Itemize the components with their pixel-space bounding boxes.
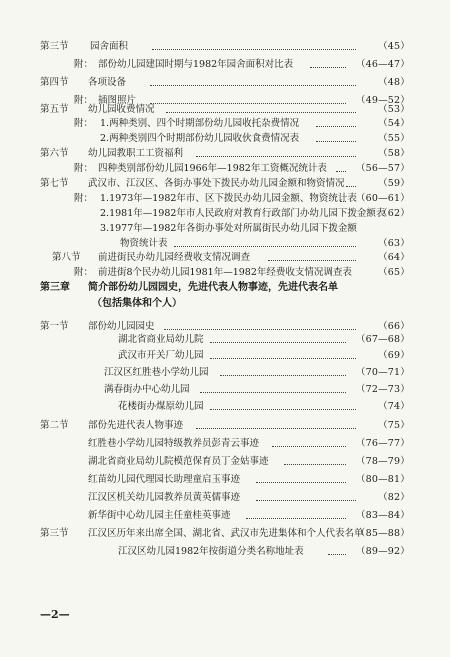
toc-entry <box>0 177 450 191</box>
toc-entry <box>0 132 450 146</box>
toc-title: 红苗幼儿园代理园长助理童启玉事迹 <box>88 474 241 485</box>
chapter-heading <box>0 281 450 295</box>
chapter-label: 第三章 <box>40 282 70 293</box>
toc-pages: （80—81） <box>355 474 410 485</box>
toc-entry <box>0 162 450 176</box>
toc-label: 附： <box>74 163 94 174</box>
toc-label: 第六节 <box>40 148 69 159</box>
toc-title: 园舍面积 <box>90 41 129 52</box>
dot-leader <box>166 112 356 113</box>
toc-entry <box>0 333 450 347</box>
toc-entry <box>0 527 450 541</box>
dot-leader <box>196 156 356 157</box>
toc-title: 武汉市开关厂幼儿园 <box>118 350 204 361</box>
toc-pages: （67—68） <box>355 334 410 345</box>
toc-title: 部份幼儿园建国时期与1982年园舍面积对比表 <box>98 59 294 70</box>
dot-leader <box>346 186 356 187</box>
dot-leader <box>210 409 356 410</box>
dot-leader <box>272 446 346 447</box>
toc-title: 满春街办中心幼儿园 <box>104 384 190 395</box>
toc-pages: （74） <box>378 401 410 412</box>
toc-label: 第三节 <box>40 528 69 539</box>
toc-entry <box>0 455 450 469</box>
toc-title: 部份先进代表人物事迹 <box>88 420 184 431</box>
toc-pages: （66） <box>378 321 410 332</box>
page-number: —2— <box>40 608 70 621</box>
toc-entry <box>0 383 450 397</box>
dot-leader <box>164 329 356 330</box>
toc-pages: （72—73） <box>355 384 410 395</box>
dot-leader <box>316 126 356 127</box>
toc-title: 幼儿园收费情况 <box>88 104 155 115</box>
dot-leader <box>196 428 356 429</box>
toc-title: 江汉区幼儿园1982年按街道分类名称地址表 <box>118 546 304 557</box>
toc-pages: （83—84） <box>355 510 410 521</box>
toc-pages: （45） <box>378 41 410 52</box>
dot-leader <box>200 392 346 393</box>
toc-pages: （63） <box>378 238 410 249</box>
toc-pages: （85—88） <box>355 528 410 539</box>
dot-leader <box>310 67 346 68</box>
chapter-title: 简介部份幼儿园园史，先进代表人物事迹，先进代表名单 <box>88 282 338 293</box>
dot-leader <box>316 141 356 142</box>
toc-label: 附： <box>74 59 94 70</box>
toc-label: 第五节 <box>40 104 69 115</box>
toc-pages: （69） <box>378 350 410 361</box>
toc-pages: （59） <box>378 178 410 189</box>
toc-pages: （55） <box>378 133 410 144</box>
toc-title: 前进街民办幼儿园经费收支情况调查 <box>98 252 251 263</box>
toc-entry <box>0 320 450 334</box>
toc-entry <box>0 266 450 280</box>
toc-title: 插图照片 <box>98 95 137 106</box>
toc-entry <box>0 437 450 451</box>
toc-title: 湖北省商业局幼儿院模范保育员丁金姑事迹 <box>88 456 269 467</box>
dot-leader <box>220 375 346 376</box>
dot-leader <box>284 464 346 465</box>
toc-entry <box>0 117 450 131</box>
toc-entry <box>0 147 450 161</box>
toc-title: 江汉区历年来出席全国、湖北省、武汉市先进集体和个人代表名单 <box>88 528 364 539</box>
toc-entry <box>0 58 450 72</box>
toc-label: 第二节 <box>40 420 69 431</box>
toc-pages: （56—57） <box>355 163 410 174</box>
toc-title: 江汉区机关幼儿园教养员黄英儒事迹 <box>88 492 241 503</box>
toc-pages: （89—92） <box>355 546 410 557</box>
dot-leader <box>268 260 356 261</box>
dot-leader <box>328 554 346 555</box>
toc-title: 1.1973年—1982年市、区下拨民办幼儿园金额、物资统计表 <box>100 193 357 204</box>
dot-leader <box>246 518 346 519</box>
toc-entry <box>0 237 450 251</box>
toc-pages: （48） <box>378 77 410 88</box>
toc-title: 物资统计表 <box>120 238 168 249</box>
toc-entry <box>0 400 450 414</box>
dot-leader <box>256 482 346 483</box>
chapter-subheading <box>0 297 450 311</box>
toc-title: 2.两种类别四个时期部份幼儿园收伙食费情况表 <box>100 133 300 144</box>
toc-label: 附： <box>74 95 94 106</box>
toc-label: 第四节 <box>40 77 69 88</box>
toc-entry <box>0 251 450 265</box>
dot-leader <box>336 171 346 172</box>
toc-label: 第八节 <box>52 252 81 263</box>
toc-entry <box>0 366 450 380</box>
toc-entry <box>0 76 450 90</box>
toc-entry <box>0 192 450 206</box>
toc-title: 红胜巷小学幼儿园特级教养员彭青云事迹 <box>88 438 260 449</box>
toc-pages: （62） <box>378 208 410 219</box>
dot-leader <box>340 201 346 202</box>
toc-entry <box>0 509 450 523</box>
toc-entry <box>0 40 450 54</box>
dot-leader <box>256 500 356 501</box>
toc-entry <box>0 103 450 117</box>
toc-title: 湖北省商业局幼儿院 <box>118 334 204 345</box>
toc-title: 前进街8个民办幼儿园1981年—1982年经费收支情况调查表 <box>98 267 352 278</box>
dot-leader <box>210 358 356 359</box>
toc-pages: （70—71） <box>355 367 410 378</box>
toc-title: 花楼街办煤原幼儿园 <box>118 401 204 412</box>
toc-title: 四种类别部份幼儿园1966年—1982年工资概况统计表 <box>98 163 327 174</box>
toc-pages: （49—52） <box>355 95 410 106</box>
toc-title: 2.1981年—1982年市人民政府对教育行政部门办幼儿园下拨金额表 <box>100 208 386 219</box>
toc-label: 第一节 <box>40 321 69 332</box>
toc-pages: （75） <box>378 420 410 431</box>
toc-label: 附： <box>74 118 94 129</box>
toc-pages: （64） <box>378 252 410 263</box>
toc-pages: （60—61） <box>355 193 410 204</box>
toc-entry <box>0 491 450 505</box>
toc-title: 幼儿园教职工工资福利 <box>88 148 184 159</box>
toc-title: 新华街中心幼儿园主任童桂英事迹 <box>88 510 231 521</box>
toc-pages: （58） <box>378 148 410 159</box>
toc-label: 第三节 <box>40 41 69 52</box>
toc-entry <box>0 545 450 559</box>
toc-label: 第七节 <box>40 178 69 189</box>
toc-pages: （76—77） <box>355 438 410 449</box>
toc-pages: （78—79） <box>355 456 410 467</box>
toc-entry <box>0 222 450 236</box>
toc-pages: （65） <box>378 267 410 278</box>
toc-entry <box>0 207 450 221</box>
toc-pages: （53） <box>378 104 410 115</box>
toc-title: 部份幼儿园园史 <box>88 321 155 332</box>
toc-title: 各项设备 <box>88 77 127 88</box>
dot-leader <box>152 49 356 50</box>
toc-pages: （82） <box>378 492 410 503</box>
toc-pages: （54） <box>378 118 410 129</box>
toc-label: 附： <box>74 193 94 204</box>
chapter-subtitle: （包括集体和个人） <box>92 298 182 309</box>
toc-pages: （46—47） <box>355 59 410 70</box>
dot-leader <box>150 85 356 86</box>
toc-title: 1.两种类别、四个时期部份幼儿园收托杂费情况 <box>100 118 300 129</box>
toc-entry <box>0 473 450 487</box>
toc-title: 江汉区红胜巷小学幼儿园 <box>104 367 209 378</box>
dot-leader <box>174 246 356 247</box>
toc-title: 3.1977年—1982年各街办事处对所属街民办幼儿园下拨金额 <box>100 223 357 234</box>
toc-entry <box>0 349 450 363</box>
toc-label: 附： <box>74 267 94 278</box>
toc-entry <box>0 419 450 433</box>
toc-title: 武汉市、江汉区、各街办事处下拨民办幼儿园金额和物资情况 <box>88 178 345 189</box>
dot-leader <box>210 342 346 343</box>
